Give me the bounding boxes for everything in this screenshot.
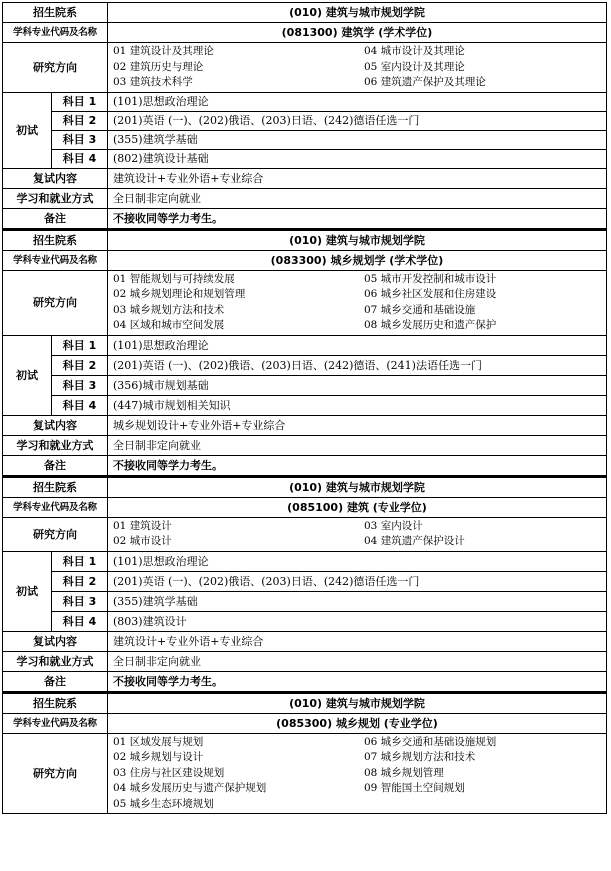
code-name-value: (085300) 城乡规划 (专业学位) [108, 713, 607, 733]
program-table-1 [2, 2, 607, 229]
study-mode-value: 全日制非定向就业 [108, 188, 607, 208]
school-value: (010) 建筑与城市规划学院 [108, 230, 607, 251]
code-name-label: 学科专业代码及名称 [3, 713, 108, 733]
direction-item: 05 城乡生态环境规划 [113, 797, 214, 810]
code-name-label: 学科专业代码及名称 [3, 250, 108, 270]
school-label: 招生院系 [3, 230, 108, 251]
direction-item: 01 建筑设计及其理论 [113, 45, 214, 57]
program-table-4 [2, 692, 607, 815]
direction-item: 02 城乡规划理论和规划管理 [113, 288, 246, 300]
directions-label: 研究方向 [3, 43, 108, 93]
notes-value: 不接收同等学力考生。 [108, 671, 607, 691]
direction-item: 03 住房与社区建设规划 [113, 766, 225, 779]
retest-value: 建筑设计+专业外语+专业综合 [108, 631, 607, 651]
direction-item: 07 城乡规划方法和技术 [364, 751, 476, 763]
direction-item: 06 建筑遗产保护及其理论 [364, 76, 486, 88]
retest-label: 复试内容 [3, 168, 108, 188]
notes-value: 不接收同等学力考生。 [108, 455, 607, 475]
notes-value: 不接收同等学力考生。 [108, 208, 607, 228]
code-name-value: (081300) 建筑学 (学术学位) [108, 23, 607, 43]
code-name-value: (085100) 建筑 (专业学位) [108, 497, 607, 517]
subject-label: 科目 2 [52, 355, 108, 375]
direction-item: 06 城乡社区发展和住房建设 [364, 288, 497, 300]
retest-value: 城乡规划设计+专业外语+专业综合 [108, 415, 607, 435]
subject-value: (355)建筑学基础 [108, 130, 607, 149]
admission-catalog [2, 2, 609, 814]
subject-label: 科目 1 [52, 335, 108, 355]
directions-list [108, 270, 607, 335]
study-mode-label: 学习和就业方式 [3, 651, 108, 671]
subject-value: (201)英语 (一)、(202)俄语、(203)日语、(242)德语任选一门 [108, 111, 607, 130]
direction-item: 08 城乡规划管理 [364, 766, 444, 779]
directions-label: 研究方向 [3, 517, 108, 551]
code-name-label: 学科专业代码及名称 [3, 497, 108, 517]
subject-value: (101)思想政治理论 [108, 92, 607, 111]
subject-value: (101)思想政治理论 [108, 551, 607, 571]
direction-item: 03 建筑技术科学 [113, 76, 193, 88]
directions-label: 研究方向 [3, 270, 108, 335]
subject-label: 科目 3 [52, 591, 108, 611]
retest-label: 复试内容 [3, 415, 108, 435]
direction-item: 02 城乡规划与设计 [113, 751, 204, 763]
school-value: (010) 建筑与城市规划学院 [108, 693, 607, 714]
subject-label: 科目 4 [52, 395, 108, 415]
school-value: (010) 建筑与城市规划学院 [108, 3, 607, 23]
direction-item: 01 区域发展与规划 [113, 735, 204, 748]
school-label: 招生院系 [3, 477, 108, 498]
subject-label: 科目 3 [52, 130, 108, 149]
subject-value: (356)城市规划基础 [108, 375, 607, 395]
notes-label: 备注 [3, 671, 108, 691]
subject-value: (101)思想政治理论 [108, 335, 607, 355]
directions-label: 研究方向 [3, 733, 108, 814]
direction-item: 09 智能国土空间规划 [364, 782, 465, 794]
subject-label: 科目 1 [52, 551, 108, 571]
direction-item: 04 城乡发展历史与遗产保护规划 [113, 782, 267, 794]
retest-value: 建筑设计+专业外语+专业综合 [108, 168, 607, 188]
direction-item: 03 城乡规划方法和技术 [113, 303, 225, 316]
direction-item: 06 城乡交通和基础设施规划 [364, 735, 497, 748]
school-value: (010) 建筑与城市规划学院 [108, 477, 607, 498]
direction-item: 04 区域和城市空间发展 [113, 319, 225, 331]
retest-label: 复试内容 [3, 631, 108, 651]
program-table-2 [2, 229, 607, 476]
subject-value: (201)英语 (一)、(202)俄语、(203)日语、(242)德语、(241)法语任选一门 [108, 355, 607, 375]
initial-exam-label: 初试 [3, 551, 52, 631]
subject-value: (802)建筑设计基础 [108, 149, 607, 168]
subject-label: 科目 4 [52, 149, 108, 168]
notes-label: 备注 [3, 208, 108, 228]
subject-value: (803)建筑设计 [108, 611, 607, 631]
direction-item: 04 城市设计及其理论 [364, 45, 465, 57]
direction-item: 05 城市开发控制和城市设计 [364, 272, 497, 285]
initial-exam-label: 初试 [3, 335, 52, 415]
direction-item: 08 城乡发展历史和遗产保护 [364, 319, 497, 331]
school-label: 招生院系 [3, 693, 108, 714]
program-table-3 [2, 476, 607, 692]
direction-item: 01 建筑设计 [113, 519, 172, 532]
code-name-label: 学科专业代码及名称 [3, 23, 108, 43]
study-mode-value: 全日制非定向就业 [108, 651, 607, 671]
subject-value: (201)英语 (一)、(202)俄语、(203)日语、(242)德语任选一门 [108, 571, 607, 591]
direction-item: 03 室内设计 [364, 519, 423, 532]
subject-label: 科目 4 [52, 611, 108, 631]
direction-item: 01 智能规划与可持续发展 [113, 272, 235, 285]
direction-item: 04 建筑遗产保护设计 [364, 535, 465, 547]
subject-label: 科目 1 [52, 92, 108, 111]
subject-label: 科目 3 [52, 375, 108, 395]
initial-exam-label: 初试 [3, 92, 52, 168]
direction-item: 05 室内设计及其理论 [364, 60, 465, 73]
study-mode-label: 学习和就业方式 [3, 435, 108, 455]
study-mode-label: 学习和就业方式 [3, 188, 108, 208]
school-label: 招生院系 [3, 3, 108, 23]
directions-list [108, 43, 607, 93]
direction-item: 02 城市设计 [113, 535, 172, 547]
direction-item: 02 建筑历史与理论 [113, 60, 204, 73]
subject-label: 科目 2 [52, 111, 108, 130]
directions-list [108, 733, 607, 814]
study-mode-value: 全日制非定向就业 [108, 435, 607, 455]
direction-item: 07 城乡交通和基础设施 [364, 303, 476, 316]
notes-label: 备注 [3, 455, 108, 475]
subject-value: (355)建筑学基础 [108, 591, 607, 611]
directions-list [108, 517, 607, 551]
subject-value: (447)城市规划相关知识 [108, 395, 607, 415]
direction-item [364, 797, 606, 813]
code-name-value: (083300) 城乡规划学 (学术学位) [108, 250, 607, 270]
subject-label: 科目 2 [52, 571, 108, 591]
